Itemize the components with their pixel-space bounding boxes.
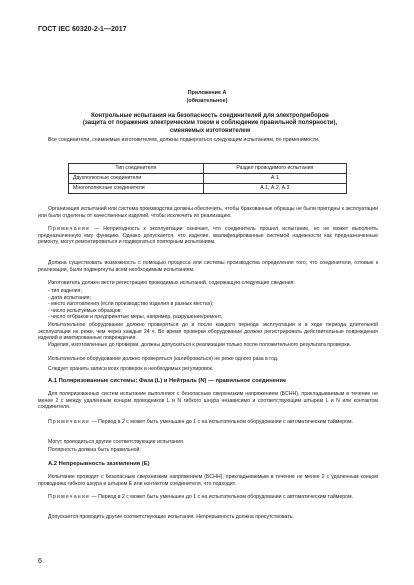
paragraph: Организация испытаний или система производства должны обеспечить, чтобы бракованные образцы не были пригодны к эксплуатации или были отделены от качественных изделий, чтобы исключить их реализацию. <box>38 206 378 219</box>
note-label: Примечание <box>48 419 91 425</box>
main-title <box>50 113 370 135</box>
tests-table <box>68 163 347 194</box>
paragraph: Должна существовать возможность с помощью процесса или системы производства определения того, что соединители, готовые к реализации, были подвергнуты всем необходимым испытаниям. <box>38 260 378 273</box>
table-header-cell: Раздел проводимого испытания <box>203 164 346 174</box>
note-text: — Период в 2 с может быть уменьшен до 1 с на испытательном оборудовании с автоматическим таймером. <box>91 494 354 500</box>
list-item: - число испытуемых образцов; <box>48 307 122 314</box>
table-cell: Двухполюсные соединители <box>69 174 204 184</box>
list <box>38 288 378 321</box>
table-row <box>69 184 347 194</box>
document-header: ГОСТ IEC 60320-2-1—2017 <box>38 26 127 33</box>
paragraph: Испытательное оборудование должно проверяться (калиброваться) не реже одного раза в год. <box>48 356 279 362</box>
paragraph: Испытательное оборудование должно проверяться до и после каждого периода эксплуатации и в ходе периода длительной эксплуатации не реже, чем через каждые 24 ч. Во время проверки оборудование должно регистрировать действительные повреждения изделий и имитированные повреждения. <box>38 322 378 342</box>
paragraph: Могут проводиться другие соответствующие испытания. <box>48 439 185 445</box>
note-label: Примечание <box>48 494 91 500</box>
note-text: — Период в 2 с может быть уменьшен до 1 с на испытательном оборудовании с автоматическим таймером. <box>91 419 354 425</box>
paragraph: Полярность должна быть правильной. <box>48 447 141 453</box>
note-text: — Непригодность к эксплуатации означает, что соединитель прошел испытание, но не может выполнять предназначенную ему функцию. Однако допускается, что изделие, квалифицированные системой надежности как предназначенные ремонту, могут ремонтироваться и подвергаться повторным испытаниям. <box>38 226 378 246</box>
list-item: - тип изделия; <box>48 288 82 294</box>
table-header-cell: Тип соединителя <box>69 164 204 174</box>
note-paragraph <box>38 226 378 246</box>
section-heading: А.1 Поляризованные системы; Фаза (L) и Нейтраль (N) — правильное соединение <box>48 378 287 384</box>
list-item: - дата испытания; <box>48 294 91 301</box>
main-title-line: сменяемых изготовителем <box>169 127 251 134</box>
table-cell: А.1 <box>203 174 346 184</box>
page-number: 6 <box>38 558 42 565</box>
list-item: - число отбраков и предпринятые меры, например, разрушение/ремонт. <box>48 314 223 321</box>
paragraph: Изделия, изготовленные до проверки, должны допускаться к реализации только после положительного результата проверки. <box>48 342 351 348</box>
main-title-line: (защита от поражения электрическим током и соблюдение правильной полярности), <box>82 120 338 127</box>
note-label: Примечание <box>48 226 91 232</box>
table-header-row <box>69 164 347 174</box>
appendix-status: (обязательное) <box>186 98 228 104</box>
main-title-line: Контрольные испытания на безопасность соединителей для электроприборов <box>91 113 329 119</box>
note-paragraph <box>38 419 378 426</box>
table-cell: А.1, А.2, А.3 <box>203 184 346 194</box>
paragraph: Следует хранить записи всех проверок и необходимых регулировок. <box>48 366 214 372</box>
paragraph: Испытание проводят с безопасным сверхнизким напряжением (БСНН), прикладываемым в течение не менее 2 с удаленным концом проводника гибкого шнура и штырем Е или контактом соединителя, что подходит. <box>38 474 378 487</box>
note-paragraph <box>38 494 378 501</box>
paragraph: Для поляризованных систем испытание выполняют с безопасным сверхнизким напряжением (БСНН), прикладываемым в течение не менее 2 с между удаленным концом проводников L и N гибкого шнура независимо и соответствующим штырем L и N или контактом соединителя. <box>38 391 378 411</box>
section-heading: А.2 Непрерывность заземления (Е) <box>48 461 150 467</box>
appendix-title: Приложение А <box>187 90 227 96</box>
list-item: - место изготовления (если производство изделия в разных местах); <box>48 301 214 308</box>
intro-paragraph: Все соединители, снимаемые изготовителем, должны подвергаться следующим испытаниям, по применимости. <box>48 137 320 143</box>
table-row <box>69 174 347 184</box>
paragraph: Изготовитель должен вести регистрацию проводимых испытаний, содержащую следующие сведения: <box>48 280 295 286</box>
table-cell: Многополюсные соединители <box>69 184 204 194</box>
paragraph: Допускается проводить другие соответствующие испытания. Непрерывность должна присутствовать. <box>48 514 294 520</box>
